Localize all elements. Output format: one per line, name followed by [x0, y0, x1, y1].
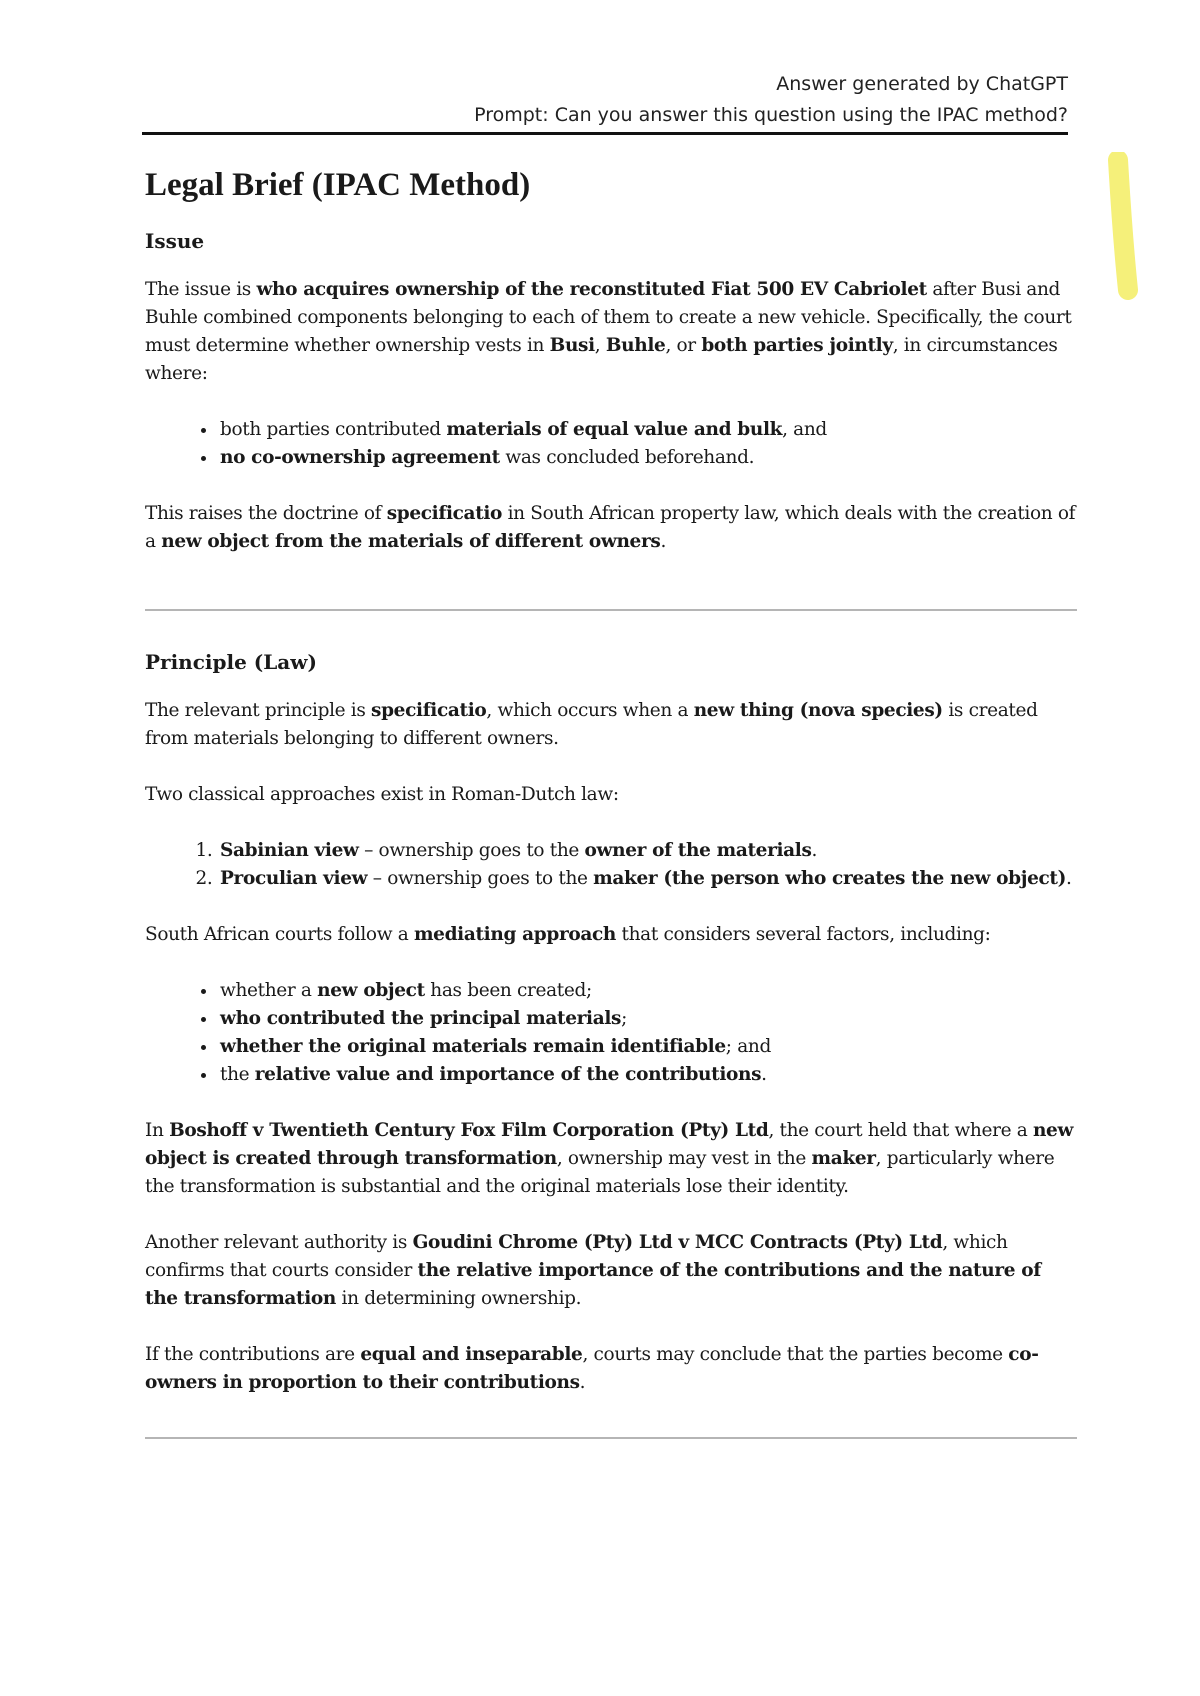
- text-run: In: [145, 1120, 170, 1141]
- approaches-numbered-list: [145, 837, 1077, 893]
- bold-text: new object: [317, 980, 425, 1001]
- text-run: .: [811, 840, 818, 861]
- bold-text: materials of equal value and bulk: [446, 419, 783, 440]
- factors-bullet-list: [145, 977, 1077, 1089]
- text-run: that considers several factors, including:: [615, 924, 991, 945]
- principle-paragraph-5: [145, 1229, 1077, 1313]
- bold-text: no co-ownership agreement: [220, 447, 500, 468]
- header-attribution: Answer generated by ChatGPT: [776, 73, 1068, 95]
- bold-text: Goudini Chrome (Pty) Ltd v MCC Contracts (Pty) Ltd: [412, 1232, 943, 1253]
- principle-paragraph-6: [145, 1341, 1077, 1397]
- text-run: both parties contributed: [220, 419, 447, 440]
- principle-heading: Principle (Law): [145, 650, 317, 674]
- issue-paragraph-2: [145, 500, 1077, 556]
- bold-text: maker: [811, 1148, 876, 1169]
- text-run: – ownership goes to the: [358, 840, 585, 861]
- bold-text: the relative importance of the contributions and the nature of the transformation: [145, 1260, 1041, 1309]
- header-prompt: Prompt: Can you answer this question using the IPAC method?: [474, 104, 1068, 126]
- text-run: South African courts follow a: [145, 924, 414, 945]
- text-run: .: [761, 1064, 767, 1085]
- list-item: [218, 444, 1077, 472]
- bold-text: Busi: [549, 335, 595, 356]
- list-item: [218, 1033, 1077, 1061]
- bold-text: specificatio: [386, 503, 503, 524]
- bold-text: Boshoff v Twentieth Century Fox Film Corporation (Pty) Ltd: [169, 1120, 769, 1141]
- section-divider: [145, 609, 1077, 611]
- text-run: .: [1066, 868, 1072, 889]
- principle-paragraph-1: [145, 697, 1077, 753]
- bold-text: specificatio: [371, 700, 487, 721]
- text-run: The relevant principle is: [145, 700, 372, 721]
- bold-text: Proculian view: [220, 868, 368, 889]
- text-run: in determining ownership.: [336, 1288, 582, 1309]
- bold-text: who contributed the principal materials: [220, 1008, 622, 1029]
- issue-paragraph-1: [145, 276, 1077, 388]
- text-run: ,: [594, 335, 606, 356]
- bold-text: relative value and importance of the contributions: [254, 1064, 762, 1085]
- text-run: was concluded beforehand.: [499, 447, 755, 468]
- bold-text: new object from the materials of different owners: [161, 531, 661, 552]
- text-run: If the contributions are: [145, 1344, 361, 1365]
- text-run: , in circumstances where:: [145, 335, 1058, 384]
- text-run: has been created;: [424, 980, 592, 1001]
- list-item: [218, 416, 1077, 444]
- bold-text: maker (the person who creates the new object): [593, 868, 1067, 889]
- text-run: the: [220, 1064, 255, 1085]
- bold-text: Buhle: [605, 335, 666, 356]
- document-title: Legal Brief (IPAC Method): [145, 167, 531, 203]
- header-rule: [142, 132, 1068, 135]
- principle-paragraph-2: [145, 781, 1077, 809]
- principle-paragraph-3: [145, 921, 1077, 949]
- bold-text: new thing (nova species): [693, 700, 943, 721]
- text-run: is created from materials belonging to different owners.: [145, 700, 1038, 749]
- bold-text: owner of the materials: [584, 840, 812, 861]
- bold-text: co-owners in proportion to their contributions: [145, 1344, 1039, 1393]
- list-item: [218, 865, 1077, 893]
- list-item: [218, 837, 1077, 865]
- text-run: , which occurs when a: [486, 700, 694, 721]
- text-run: .: [579, 1372, 586, 1393]
- principle-paragraph-4: [145, 1117, 1077, 1201]
- bold-text: who acquires ownership of the reconstituted Fiat 500 EV Cabriolet: [256, 279, 927, 300]
- text-run: The issue is: [145, 279, 257, 300]
- list-item: [218, 977, 1077, 1005]
- text-run: after Busi and Buhle combined components belonging to each of them to create a new vehicle. Specifically, the court must determine whether ownership vests in: [145, 279, 1072, 356]
- highlighter-mark: [1106, 152, 1144, 300]
- list-item: [218, 1005, 1077, 1033]
- text-run: ;: [621, 1008, 627, 1029]
- text-run: , or: [665, 335, 702, 356]
- section-divider-bottom: [145, 1437, 1077, 1439]
- text-run: – ownership goes to the: [367, 868, 594, 889]
- bold-text: equal and inseparable: [360, 1344, 583, 1365]
- text-run: , ownership may vest in the: [556, 1148, 812, 1169]
- text-run: , particularly where the transformation is substantial and the original materials lose their identity.: [145, 1148, 1055, 1197]
- text-run: Two classical approaches exist in Roman-Dutch law:: [145, 784, 619, 805]
- text-run: .: [660, 531, 666, 552]
- brief-content: [145, 164, 1077, 1439]
- bold-text: new object is created through transformation: [145, 1120, 1074, 1169]
- bold-text: whether the original materials remain identifiable: [220, 1036, 726, 1057]
- text-run: , courts may conclude that the parties become: [582, 1344, 1009, 1365]
- bold-text: Sabinian view: [220, 840, 359, 861]
- text-run: whether a: [220, 980, 318, 1001]
- text-run: , and: [782, 419, 827, 440]
- text-run: ; and: [725, 1036, 771, 1057]
- list-item: [218, 1061, 1077, 1089]
- bold-text: mediating approach: [413, 924, 616, 945]
- text-run: in South African property law, which deals with the creation of a: [145, 503, 1076, 552]
- bold-text: both parties jointly: [701, 335, 893, 356]
- issue-bullet-list: [145, 416, 1077, 472]
- text-run: , which confirms that courts consider: [145, 1232, 1008, 1281]
- text-run: , the court held that where a: [768, 1120, 1033, 1141]
- issue-heading: Issue: [145, 229, 205, 253]
- text-run: Another relevant authority is: [145, 1232, 413, 1253]
- text-run: This raises the doctrine of: [145, 503, 387, 524]
